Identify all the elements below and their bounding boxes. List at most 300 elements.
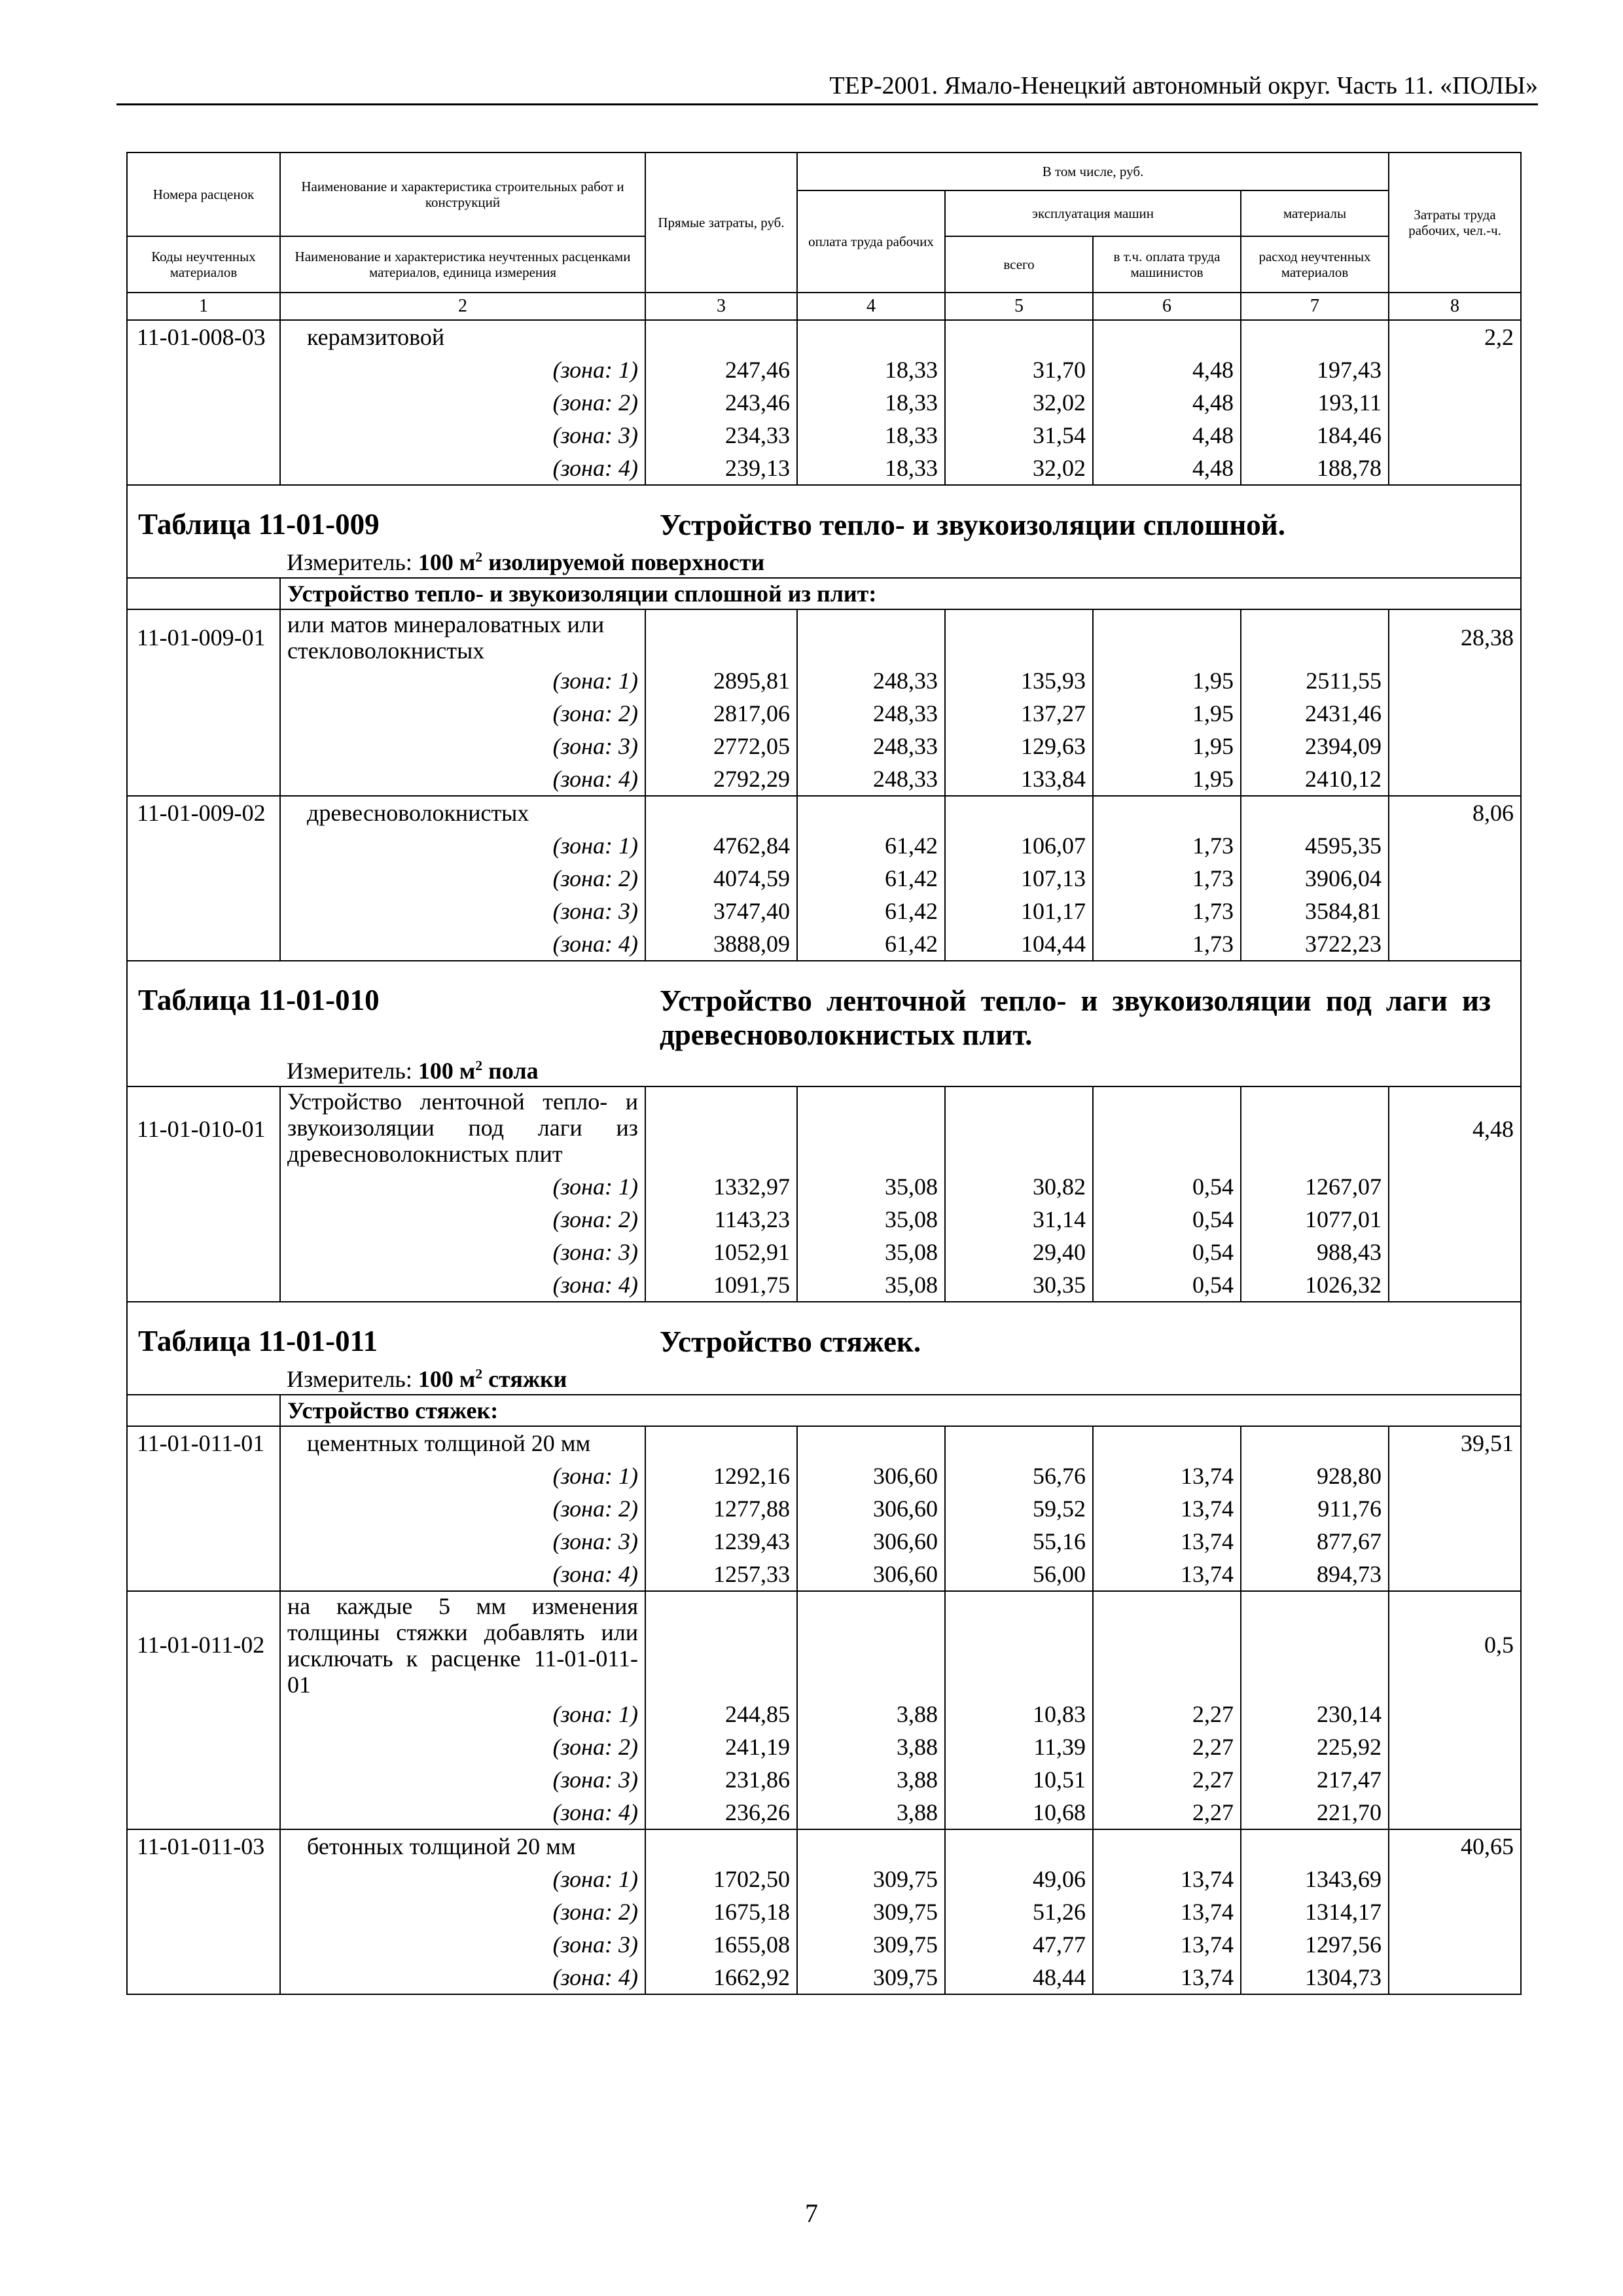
empty-cell	[127, 1763, 280, 1796]
empty-cell	[1389, 1203, 1521, 1236]
zone-label: (зона: 3)	[280, 1525, 645, 1558]
empty-cell	[127, 762, 280, 796]
value-cell: 56,00	[945, 1558, 1093, 1591]
value-cell: 2,27	[1093, 1731, 1241, 1763]
empty-cell	[127, 895, 280, 927]
value-cell: 129,63	[945, 730, 1093, 762]
item-code: 11-01-011-02	[127, 1591, 280, 1698]
item-labor: 28,38	[1389, 609, 1521, 664]
value-cell: 248,33	[797, 762, 945, 796]
value-cell: 1239,43	[645, 1525, 797, 1558]
value-cell: 18,33	[797, 452, 945, 485]
value-cell: 1332,97	[645, 1170, 797, 1203]
col-header-materials: материалы	[1241, 190, 1389, 236]
meter-label: Измеритель:	[287, 549, 412, 575]
empty-cell	[797, 320, 945, 353]
table-number: Таблица 11-01-009	[138, 508, 380, 541]
value-cell: 4595,35	[1241, 829, 1389, 862]
table-009-header-cell	[127, 485, 1521, 547]
value-cell: 56,76	[945, 1460, 1093, 1492]
value-cell: 31,70	[945, 353, 1093, 386]
value-cell: 988,43	[1241, 1236, 1389, 1268]
value-cell: 184,46	[1241, 419, 1389, 452]
zone-row	[127, 1961, 1521, 1994]
empty-cell	[1389, 862, 1521, 895]
item-name: древесноволокнистых	[280, 796, 645, 829]
col-header-material-names: Наименование и характеристика неучтенных расценками материалов, единица измерения	[280, 236, 645, 293]
zone-row	[127, 386, 1521, 419]
zone-label: (зона: 4)	[280, 452, 645, 485]
zone-label: (зона: 3)	[280, 895, 645, 927]
value-cell: 13,74	[1093, 1460, 1241, 1492]
col-header-in-total: В том числе, руб.	[797, 152, 1389, 190]
value-cell: 877,67	[1241, 1525, 1389, 1558]
item-name: или матов минераловатных или стекловолокнистых	[280, 609, 645, 664]
empty-cell	[127, 578, 280, 609]
value-cell: 2895,81	[645, 664, 797, 697]
meter-value: 100 м	[418, 1058, 476, 1084]
zone-row	[127, 862, 1521, 895]
zone-row	[127, 419, 1521, 452]
empty-cell	[1389, 730, 1521, 762]
value-cell: 1,95	[1093, 664, 1241, 697]
empty-cell	[127, 1731, 280, 1763]
empty-cell	[127, 1268, 280, 1302]
empty-cell	[1241, 1829, 1389, 1863]
value-cell: 0,54	[1093, 1236, 1241, 1268]
zone-label: (зона: 1)	[280, 829, 645, 862]
value-cell: 3,88	[797, 1698, 945, 1731]
zone-row	[127, 664, 1521, 697]
value-cell: 31,54	[945, 419, 1093, 452]
value-cell: 32,02	[945, 452, 1093, 485]
item-name-row	[127, 1829, 1521, 1863]
zone-label: (зона: 1)	[280, 664, 645, 697]
value-cell: 1257,33	[645, 1558, 797, 1591]
value-cell: 243,46	[645, 386, 797, 419]
value-cell: 3,88	[797, 1796, 945, 1829]
item-labor: 2,2	[1389, 320, 1521, 353]
empty-cell	[1389, 1492, 1521, 1525]
value-cell: 1292,16	[645, 1460, 797, 1492]
meter-rest: изолируемой поверхности	[488, 549, 765, 575]
empty-cell	[1241, 1591, 1389, 1698]
empty-cell	[127, 1460, 280, 1492]
item-name: керамзитовой	[280, 320, 645, 353]
value-cell: 135,93	[945, 664, 1093, 697]
value-cell: 1,73	[1093, 927, 1241, 961]
value-cell: 4,48	[1093, 386, 1241, 419]
value-cell: 193,11	[1241, 386, 1389, 419]
value-cell: 101,17	[945, 895, 1093, 927]
value-cell: 2,27	[1093, 1763, 1241, 1796]
empty-cell	[127, 1525, 280, 1558]
price-table	[126, 152, 1522, 1995]
empty-cell	[797, 609, 945, 664]
empty-cell	[797, 796, 945, 829]
meter-row	[127, 1364, 1521, 1395]
value-cell: 30,35	[945, 1268, 1093, 1302]
value-cell: 1343,69	[1241, 1863, 1389, 1895]
value-cell: 309,75	[797, 1961, 945, 1994]
value-cell: 1314,17	[1241, 1895, 1389, 1928]
empty-cell	[1389, 1763, 1521, 1796]
value-cell: 3,88	[797, 1731, 945, 1763]
zone-label: (зона: 3)	[280, 1763, 645, 1796]
empty-cell	[1389, 452, 1521, 485]
value-cell: 61,42	[797, 895, 945, 927]
zone-label: (зона: 4)	[280, 1558, 645, 1591]
zone-label: (зона: 4)	[280, 1961, 645, 1994]
value-cell: 1662,92	[645, 1961, 797, 1994]
empty-cell	[1389, 829, 1521, 862]
col-header-name: Наименование и характеристика строительных работ и конструкций	[280, 152, 645, 236]
empty-cell	[1093, 1829, 1241, 1863]
item-name-row	[127, 320, 1521, 353]
value-cell: 1,95	[1093, 730, 1241, 762]
zone-row	[127, 1236, 1521, 1268]
meter-sup: 2	[475, 549, 483, 565]
empty-cell	[945, 1591, 1093, 1698]
empty-cell	[127, 1698, 280, 1731]
zone-row	[127, 1203, 1521, 1236]
value-cell: 188,78	[1241, 452, 1389, 485]
item-labor: 39,51	[1389, 1426, 1521, 1460]
empty-cell	[797, 1829, 945, 1863]
value-cell: 244,85	[645, 1698, 797, 1731]
meter-value: 100 м	[418, 1366, 476, 1392]
value-cell: 35,08	[797, 1170, 945, 1203]
item-code: 11-01-011-01	[127, 1426, 280, 1460]
value-cell: 3906,04	[1241, 862, 1389, 895]
meter-label: Измеритель:	[287, 1058, 412, 1084]
empty-cell	[1389, 1863, 1521, 1895]
page-number: 7	[805, 2198, 818, 2228]
value-cell: 13,74	[1093, 1961, 1241, 1994]
empty-cell	[127, 697, 280, 730]
table-title: Устройство стяжек.	[660, 1325, 921, 1358]
zone-row	[127, 1763, 1521, 1796]
value-cell: 1702,50	[645, 1863, 797, 1895]
item-labor: 0,5	[1389, 1591, 1521, 1698]
value-cell: 13,74	[1093, 1928, 1241, 1961]
col-header-labor-costs: Затраты труда рабочих, чел.-ч.	[1389, 152, 1521, 293]
empty-cell	[945, 1426, 1093, 1460]
value-cell: 236,26	[645, 1796, 797, 1829]
value-cell: 1304,73	[1241, 1961, 1389, 1994]
value-cell: 248,33	[797, 730, 945, 762]
empty-cell	[1241, 796, 1389, 829]
empty-cell	[127, 1961, 280, 1994]
subheading-row	[127, 578, 1521, 609]
value-cell: 894,73	[1241, 1558, 1389, 1591]
empty-cell	[645, 796, 797, 829]
zone-row	[127, 697, 1521, 730]
value-cell: 306,60	[797, 1492, 945, 1525]
col-header-machines-total: всего	[945, 236, 1093, 293]
value-cell: 1,73	[1093, 829, 1241, 862]
empty-cell	[127, 1492, 280, 1525]
value-cell: 10,68	[945, 1796, 1093, 1829]
empty-cell	[1389, 895, 1521, 927]
value-cell: 221,70	[1241, 1796, 1389, 1829]
zone-row	[127, 1170, 1521, 1203]
header-rule	[116, 103, 1538, 105]
col-header-number: Номера расценок	[127, 152, 280, 236]
empty-cell	[645, 1829, 797, 1863]
value-cell: 928,80	[1241, 1460, 1389, 1492]
zone-row	[127, 829, 1521, 862]
value-cell: 48,44	[945, 1961, 1093, 1994]
zone-label: (зона: 1)	[280, 1698, 645, 1731]
empty-cell	[1389, 1796, 1521, 1829]
empty-cell	[1389, 1525, 1521, 1558]
zone-label: (зона: 4)	[280, 1796, 645, 1829]
value-cell: 0,54	[1093, 1170, 1241, 1203]
empty-cell	[645, 320, 797, 353]
zone-label: (зона: 1)	[280, 1863, 645, 1895]
value-cell: 2431,46	[1241, 697, 1389, 730]
value-cell: 1,95	[1093, 762, 1241, 796]
item-name-row	[127, 1591, 1521, 1698]
zone-row	[127, 1895, 1521, 1928]
empty-cell	[1241, 609, 1389, 664]
empty-cell	[1389, 1558, 1521, 1591]
column-number: 4	[797, 293, 945, 320]
empty-cell	[127, 1928, 280, 1961]
item-name: бетонных толщиной 20 мм	[280, 1829, 645, 1863]
empty-cell	[645, 1591, 797, 1698]
value-cell: 1655,08	[645, 1928, 797, 1961]
table-010-header-cell	[127, 961, 1521, 1056]
zone-row	[127, 730, 1521, 762]
value-cell: 137,27	[945, 697, 1093, 730]
column-number: 2	[280, 293, 645, 320]
empty-cell	[1389, 762, 1521, 796]
value-cell: 61,42	[797, 829, 945, 862]
empty-cell	[1093, 320, 1241, 353]
value-cell: 231,86	[645, 1763, 797, 1796]
value-cell: 247,46	[645, 353, 797, 386]
zone-row	[127, 1525, 1521, 1558]
item-labor: 8,06	[1389, 796, 1521, 829]
empty-cell	[1389, 1268, 1521, 1302]
zone-row	[127, 1460, 1521, 1492]
value-cell: 1297,56	[1241, 1928, 1389, 1961]
value-cell: 104,44	[945, 927, 1093, 961]
item-code: 11-01-011-03	[127, 1829, 280, 1863]
value-cell: 133,84	[945, 762, 1093, 796]
zone-row	[127, 1731, 1521, 1763]
zone-row	[127, 1698, 1521, 1731]
empty-cell	[645, 1086, 797, 1170]
value-cell: 1,95	[1093, 697, 1241, 730]
zone-row	[127, 452, 1521, 485]
col-header-material-codes: Коды неучтенных материалов	[127, 236, 280, 293]
value-cell: 0,54	[1093, 1268, 1241, 1302]
item-name-row	[127, 1426, 1521, 1460]
value-cell: 2410,12	[1241, 762, 1389, 796]
empty-cell	[1389, 353, 1521, 386]
zone-label: (зона: 2)	[280, 1895, 645, 1928]
item-name: на каждые 5 мм изменения толщины стяжки добавлять или исключать к расценке 11-01-011-01	[280, 1591, 645, 1698]
value-cell: 306,60	[797, 1525, 945, 1558]
empty-cell	[1241, 1086, 1389, 1170]
meter-cell	[127, 547, 1521, 578]
meter-cell	[127, 1056, 1521, 1086]
col-header-operator-pay: в т.ч. оплата труда машинистов	[1093, 236, 1241, 293]
value-cell: 306,60	[797, 1460, 945, 1492]
value-cell: 306,60	[797, 1558, 945, 1591]
empty-cell	[1389, 419, 1521, 452]
value-cell: 3722,23	[1241, 927, 1389, 961]
zone-label: (зона: 2)	[280, 386, 645, 419]
value-cell: 35,08	[797, 1268, 945, 1302]
value-cell: 3747,40	[645, 895, 797, 927]
empty-cell	[1389, 1460, 1521, 1492]
value-cell: 35,08	[797, 1203, 945, 1236]
item-name: Устройство ленточной тепло- и звукоизоляции под лаги из древесноволокнистых плит	[280, 1086, 645, 1170]
col-header-machines: эксплуатация машин	[945, 190, 1241, 236]
value-cell: 0,54	[1093, 1203, 1241, 1236]
empty-cell	[945, 609, 1093, 664]
zone-label: (зона: 3)	[280, 730, 645, 762]
value-cell: 1277,88	[645, 1492, 797, 1525]
value-cell: 49,06	[945, 1863, 1093, 1895]
value-cell: 217,47	[1241, 1763, 1389, 1796]
value-cell: 31,14	[945, 1203, 1093, 1236]
value-cell: 3888,09	[645, 927, 797, 961]
empty-cell	[945, 1829, 1093, 1863]
empty-cell	[127, 353, 280, 386]
empty-cell	[127, 1796, 280, 1829]
item-code: 11-01-009-02	[127, 796, 280, 829]
value-cell: 4074,59	[645, 862, 797, 895]
empty-cell	[127, 1203, 280, 1236]
empty-cell	[797, 1591, 945, 1698]
table-number: Таблица 11-01-011	[138, 1325, 378, 1357]
table-011-header-cell	[127, 1302, 1521, 1364]
column-number: 8	[1389, 293, 1521, 320]
zone-label: (зона: 3)	[280, 419, 645, 452]
value-cell: 13,74	[1093, 1895, 1241, 1928]
value-cell: 2817,06	[645, 697, 797, 730]
empty-cell	[127, 1395, 280, 1426]
value-cell: 1143,23	[645, 1203, 797, 1236]
value-cell: 1052,91	[645, 1236, 797, 1268]
empty-cell	[127, 1895, 280, 1928]
value-cell: 2511,55	[1241, 664, 1389, 697]
zone-row	[127, 353, 1521, 386]
zone-label: (зона: 4)	[280, 1268, 645, 1302]
zone-label: (зона: 3)	[280, 1928, 645, 1961]
table-title: Устройство тепло- и звукоизоляции сплошной.	[660, 509, 1285, 541]
value-cell: 911,76	[1241, 1492, 1389, 1525]
meter-value: 100 м	[418, 549, 476, 575]
empty-cell	[1093, 1591, 1241, 1698]
empty-cell	[127, 1170, 280, 1203]
value-cell: 47,77	[945, 1928, 1093, 1961]
item-name-row	[127, 796, 1521, 829]
page-header: ТЕР-2001. Ямало-Ненецкий автономный округ. Часть 11. «ПОЛЫ»	[829, 72, 1538, 99]
zone-label: (зона: 3)	[280, 1236, 645, 1268]
empty-cell	[127, 452, 280, 485]
zone-label: (зона: 2)	[280, 862, 645, 895]
value-cell: 239,13	[645, 452, 797, 485]
table-009-header	[127, 485, 1521, 547]
empty-cell	[945, 320, 1093, 353]
value-cell: 309,75	[797, 1928, 945, 1961]
zone-label: (зона: 2)	[280, 1492, 645, 1525]
value-cell: 2772,05	[645, 730, 797, 762]
column-number: 5	[945, 293, 1093, 320]
zone-label: (зона: 2)	[280, 1731, 645, 1763]
empty-cell	[127, 1558, 280, 1591]
zone-row	[127, 927, 1521, 961]
value-cell: 10,83	[945, 1698, 1093, 1731]
value-cell: 51,26	[945, 1895, 1093, 1928]
value-cell: 4,48	[1093, 452, 1241, 485]
value-cell: 29,40	[945, 1236, 1093, 1268]
empty-cell	[1389, 1170, 1521, 1203]
value-cell: 1,73	[1093, 895, 1241, 927]
value-cell: 248,33	[797, 664, 945, 697]
empty-cell	[1093, 1426, 1241, 1460]
empty-cell	[1389, 697, 1521, 730]
value-cell: 1267,07	[1241, 1170, 1389, 1203]
value-cell: 1077,01	[1241, 1203, 1389, 1236]
value-cell: 59,52	[945, 1492, 1093, 1525]
empty-cell	[127, 1863, 280, 1895]
value-cell: 1026,32	[1241, 1268, 1389, 1302]
value-cell: 2,27	[1093, 1698, 1241, 1731]
value-cell: 18,33	[797, 419, 945, 452]
empty-cell	[127, 386, 280, 419]
value-cell: 241,19	[645, 1731, 797, 1763]
empty-cell	[945, 796, 1093, 829]
value-cell: 13,74	[1093, 1558, 1241, 1591]
subheading: Устройство тепло- и звукоизоляции сплошной из плит:	[280, 578, 1521, 609]
empty-cell	[1389, 1961, 1521, 1994]
meter-sup: 2	[475, 1058, 483, 1073]
column-number: 3	[645, 293, 797, 320]
value-cell: 61,42	[797, 927, 945, 961]
empty-cell	[1241, 320, 1389, 353]
column-number: 6	[1093, 293, 1241, 320]
empty-cell	[127, 829, 280, 862]
zone-label: (зона: 1)	[280, 353, 645, 386]
value-cell: 32,02	[945, 386, 1093, 419]
value-cell: 248,33	[797, 697, 945, 730]
item-name: цементных толщиной 20 мм	[280, 1426, 645, 1460]
value-cell: 35,08	[797, 1236, 945, 1268]
meter-sup: 2	[475, 1366, 483, 1382]
empty-cell	[1389, 1731, 1521, 1763]
value-cell: 225,92	[1241, 1731, 1389, 1763]
subheading: Устройство стяжек:	[280, 1395, 1521, 1426]
empty-cell	[127, 419, 280, 452]
empty-cell	[1389, 1928, 1521, 1961]
zone-label: (зона: 1)	[280, 1170, 645, 1203]
value-cell: 30,82	[945, 1170, 1093, 1203]
zone-row	[127, 895, 1521, 927]
zone-label: (зона: 1)	[280, 1460, 645, 1492]
value-cell: 2792,29	[645, 762, 797, 796]
value-cell: 1091,75	[645, 1268, 797, 1302]
zone-row	[127, 1863, 1521, 1895]
empty-cell	[1389, 927, 1521, 961]
col-header-direct-costs: Прямые затраты, руб.	[645, 152, 797, 293]
